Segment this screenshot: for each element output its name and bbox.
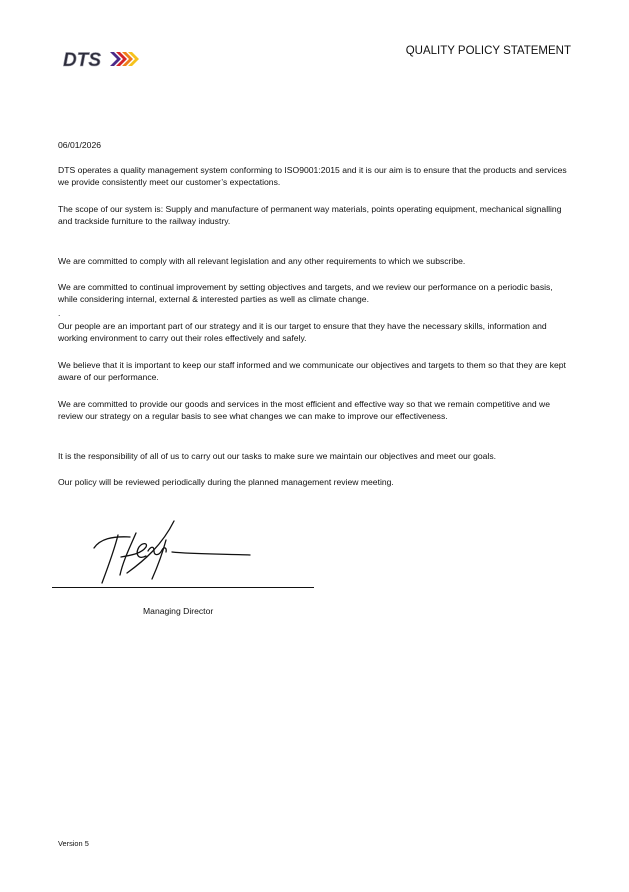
signature xyxy=(90,515,255,587)
signatory-title: Managing Director xyxy=(143,606,214,616)
paragraph-legislation: We are committed to comply with all relevant legislation and any other requirements to which we subscribe. xyxy=(58,256,466,266)
svg-text:DTS: DTS xyxy=(63,50,101,71)
paragraph-review: Our policy will be reviewed periodically during the planned management review meeting. xyxy=(58,477,394,487)
document-date: 06/01/2026 xyxy=(58,140,102,150)
paragraph-qms: DTS operates a quality management system conforming to ISO9001:2015 and it is our aim is to ensure that the products and services we provide consistently meet our customer’s expectations. xyxy=(58,165,567,188)
signature-line xyxy=(52,587,314,588)
paragraph-improvement: We are committed to continual improvement by setting objectives and targets, and we review our performance on a periodic basis, while considering internal, external & interested parties as well as climate change. xyxy=(58,282,553,305)
logo-chevrons-icon xyxy=(110,52,139,66)
paragraph-people: Our people are an important part of our strategy and it is our target to ensure that they have the necessary skills, information and working environment to carry out their roles effectively and safely. xyxy=(58,321,547,344)
paragraph-responsibility: It is the responsibility of all of us to carry out our tasks to make sure we maintain our objectives and meet our goals. xyxy=(58,451,497,461)
paragraph-dot: . xyxy=(58,308,61,318)
version-label: Version 5 xyxy=(58,839,89,848)
paragraph-scope: The scope of our system is: Supply and manufacture of permanent way materials, points operating equipment, mechanical signalling and trackside furniture to the railway industry. xyxy=(58,204,562,227)
paragraph-communication: We believe that it is important to keep our staff informed and we communicate our objectives and targets to them so that they are kept aware of our performance. xyxy=(58,360,566,383)
dts-logo xyxy=(60,46,146,72)
document-title: QUALITY POLICY STATEMENT xyxy=(405,45,571,57)
paragraph-efficiency: We are committed to provide our goods and services in the most efficient and effective way so that we remain competitive and we review our strategy on a regular basis to see what changes we can make to improve our effectiveness. xyxy=(58,399,551,422)
